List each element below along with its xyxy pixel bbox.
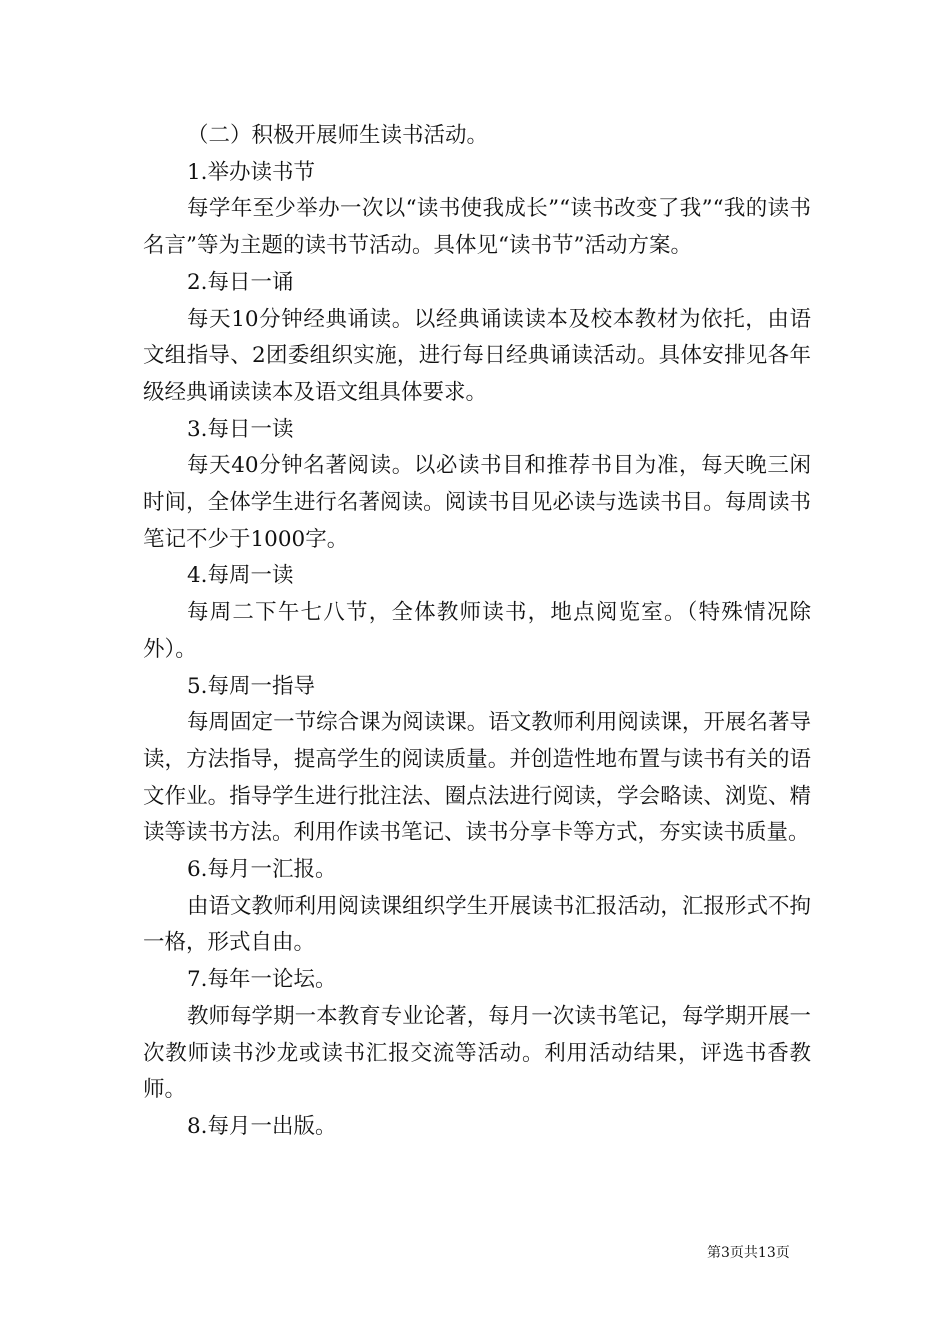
item-body-7: 教师每学期一本教育专业论著，每月一次读书笔记，每学期开展一次教师读书沙龙或读书汇报交流等活动。利用活动结果，评选书香教师。	[143, 1003, 811, 1103]
document-body	[143, 118, 811, 1146]
item-heading-8: 8.每月一出版。	[187, 1113, 337, 1139]
page-number: 第3页共13页	[707, 1245, 790, 1261]
item-heading-1: 1.举办读书节	[187, 159, 316, 185]
item-heading-5: 5.每周一指导	[187, 673, 316, 699]
item-heading-3: 3.每日一读	[187, 416, 294, 442]
item-heading-7: 7.每年一论坛。	[187, 967, 337, 993]
item-body-2: 每天10分钟经典诵读。以经典诵读读本及校本教材为依托，由语文组指导、2团委组织实施，进行每日经典诵读活动。具体安排见各年级经典诵读读本及语文组具体要求。	[143, 306, 811, 405]
item-body-3: 每天40分钟名著阅读。以必读书目和推荐书目为准，每天晚三闲时间，全体学生进行名著阅读。阅读书目见必读与选读书目。每周读书笔记不少于1000字。	[143, 453, 811, 552]
item-body-5: 每周固定一节综合课为阅读课。语文教师利用阅读课，开展名著导读，方法指导，提高学生的阅读质量。并创造性地布置与读书有关的语文作业。指导学生进行批注法、圈点法进行阅读，学会略读、浏览、精读等读书方法。利用作读书笔记、读书分享卡等方式，夯实读书质量。	[143, 710, 811, 846]
item-heading-4: 4.每周一读	[187, 563, 294, 589]
item-heading-2: 2.每日一诵	[187, 269, 294, 295]
item-body-6: 由语文教师利用阅读课组织学生开展读书汇报活动，汇报形式不拘一格，形式自由。	[143, 893, 811, 956]
item-heading-6: 6.每月一汇报。	[187, 857, 337, 883]
section-heading: （二）积极开展师生读书活动。	[187, 123, 489, 148]
item-body-4: 每周二下午七八节，全体教师读书，地点阅览室。（特殊情况除外）。	[143, 600, 811, 662]
item-body-1: 每学年至少举办一次以“读书使我成长”“读书改变了我”“我的读书名言”等为主题的读书节活动。具体见“读书节”活动方案。	[143, 196, 811, 259]
